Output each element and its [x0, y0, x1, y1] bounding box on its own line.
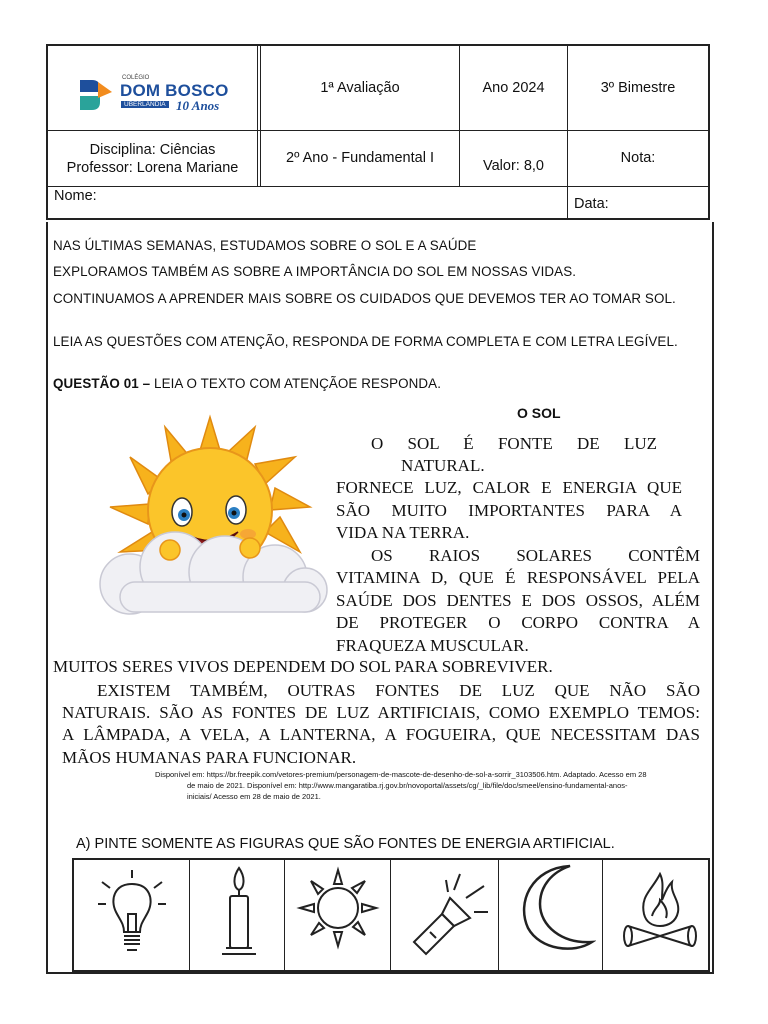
grade-label: 2º Ano - Fundamental I: [286, 150, 434, 166]
text-line-7: VITAMINA D, QUE É RESPONSÁVEL PELA: [336, 568, 700, 587]
text-line-1: O SOL É FONTE DE LUZ: [371, 434, 657, 453]
name-field-label: Nome:: [54, 188, 97, 204]
logo-name: DOM BOSCO: [120, 81, 229, 100]
text-line-13: NATURAIS. SÃO AS FONTES DE LUZ ARTIFICIAIS, COMO EXEMPLO TEMOS:: [62, 703, 700, 722]
score-label: Nota:: [620, 150, 656, 166]
logo-small-text: COLÉGIO: [122, 75, 150, 81]
teacher-label: Professor: Lorena Mariane: [66, 160, 239, 176]
date-field-label: Data:: [574, 196, 609, 212]
text-line-5: VIDA NA TERRA.: [336, 523, 470, 542]
source-line-3: iniciais/ Acesso em 28 de maio de 2021.: [187, 792, 321, 801]
intro-line-1: NAS ÚLTIMAS SEMANAS, ESTUDAMOS SOBRE O SOL E A SAÚDE: [53, 238, 477, 253]
item-a-instruction: A) PINTE SOMENTE AS FIGURAS QUE SÃO FONTES DE ENERGIA ARTIFICIAL.: [76, 836, 615, 852]
intro-line-4: LEIA AS QUESTÕES COM ATENÇÃO, RESPONDA DE FORMA COMPLETA E COM LETRA LEGÍVEL.: [53, 334, 678, 349]
text-line-11: MUITOS SERES VIVOS DEPENDEM DO SOL PARA SOBREVIVER.: [53, 657, 553, 676]
question-label: QUESTÃO 01 –: [53, 376, 151, 391]
assessment-label: 1ª Avaliação: [320, 80, 400, 96]
text-line-8: SAÚDE DOS DENTES E DOS OSSOS, ALÉM: [336, 591, 700, 610]
text-line-12: EXISTEM TAMBÉM, OUTRAS FONTES DE LUZ QUE NÃO SÃO: [97, 681, 700, 700]
question-text: LEIA O TEXTO COM ATENÇÃOE RESPONDA.: [150, 376, 442, 391]
source-line-1: Disponível em: https://br.freepik.com/vetores-premium/personagem-de-mascote-de-desenho-de-sol-a-sorrir_3103506.htm. Adaptado. Acesso em 28: [155, 770, 647, 779]
text-line-2: NATURAL.: [401, 456, 485, 475]
figures-grid: [72, 858, 710, 972]
text-line-10: FRAQUEZA MUSCULAR.: [336, 636, 529, 655]
text-line-15: MÃOS HUMANAS PARA FUNCIONAR.: [62, 748, 357, 767]
source-line-2: de maio de 2021. Disponível em: http://www.mangaratiba.rj.gov.br/novoportal/assets/cg/_lib/file/doc/smeel/ensino-fundamental-anos-: [187, 781, 628, 790]
logo-city: UBERLÂNDIA: [121, 101, 169, 108]
subject-label: Disciplina: Ciências: [89, 142, 216, 158]
value-label: Valor: 8,0: [483, 158, 544, 174]
year-label: Ano 2024: [482, 80, 545, 96]
logo-mark-icon: [78, 78, 118, 112]
school-logo: [78, 74, 248, 114]
logo-years: 10 Anos: [176, 98, 220, 113]
header-table: [46, 44, 710, 220]
sun-mascot-illustration: [90, 412, 330, 627]
divider: [48, 186, 708, 187]
moon-icon[interactable]: [510, 862, 596, 954]
lamp-icon[interactable]: [94, 868, 170, 958]
intro-line-2: EXPLORAMOS TAMBÉM AS SOBRE A IMPORTÂNCIA DO SOL EM NOSSAS VIDAS.: [53, 264, 577, 279]
flashlight-icon[interactable]: [404, 868, 488, 956]
subject-teacher: [48, 141, 257, 177]
question-1: [53, 376, 707, 392]
intro-line-3: CONTINUAMOS A APRENDER MAIS SOBRE OS CUIDADOS QUE DEVEMOS TER AO TOMAR SOL.: [53, 291, 676, 306]
text-line-9: DE PROTEGER O CORPO CONTRA A: [336, 613, 700, 632]
term-label: 3º Bimestre: [600, 80, 676, 96]
sun-icon[interactable]: [296, 866, 380, 950]
divider: [48, 130, 708, 131]
text-title: O SOL: [517, 405, 561, 421]
text-line-4: SÃO MUITO IMPORTANTES PARA A: [336, 501, 682, 520]
campfire-icon[interactable]: [622, 870, 698, 954]
text-line-14: A LÂMPADA, A VELA, A LANTERNA, A FOGUEIRA, QUE NECESSITAM DAS: [62, 725, 700, 744]
text-line-6: OS RAIOS SOLARES CONTÊM: [371, 546, 700, 565]
divider: [567, 46, 568, 220]
text-line-3: FORNECE LUZ, CALOR E ENERGIA QUE: [336, 478, 682, 497]
candle-icon[interactable]: [214, 866, 264, 962]
